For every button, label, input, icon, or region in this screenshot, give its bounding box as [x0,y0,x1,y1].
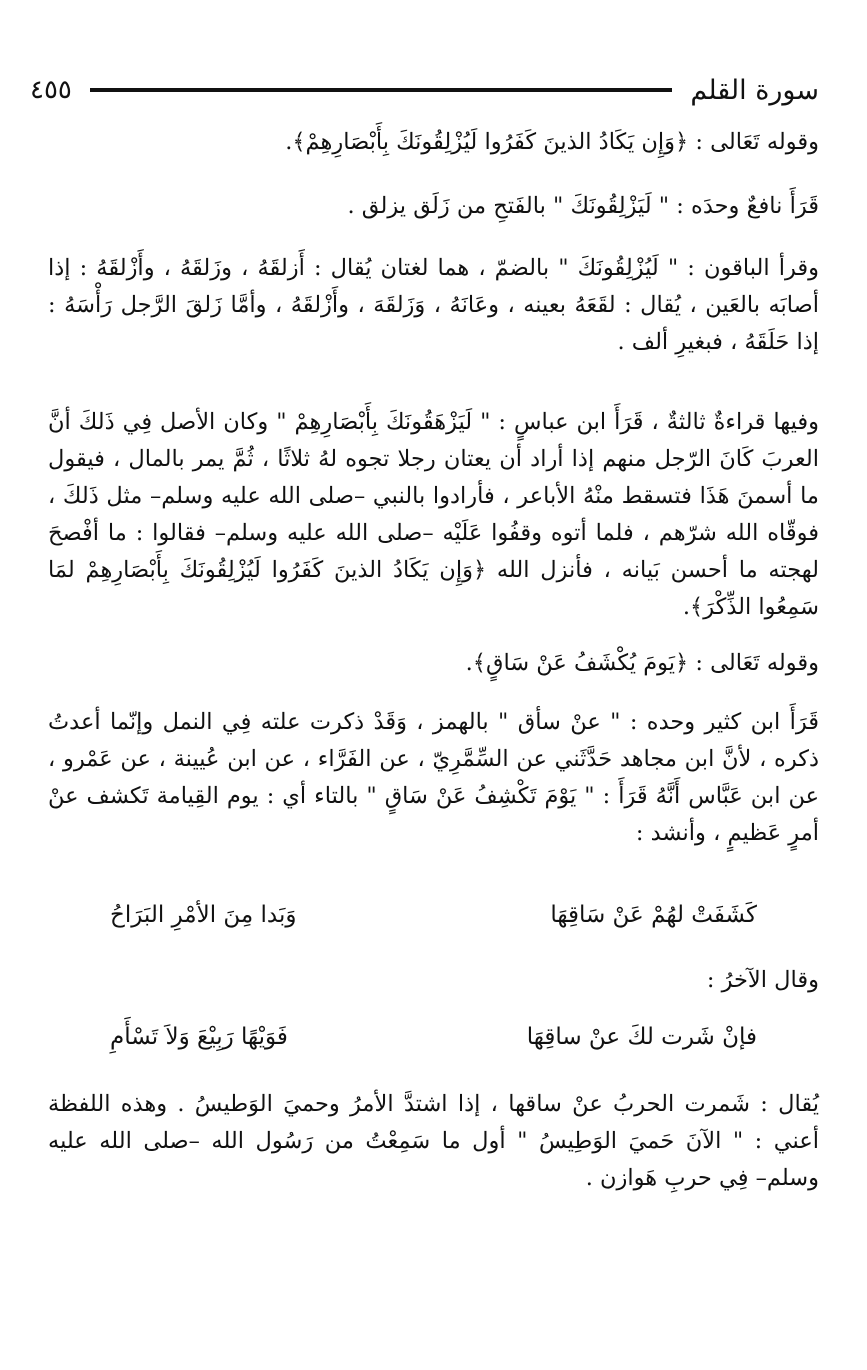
page-number: ٤٥٥ [30,75,72,105]
paragraph-nafi-reading: قَرَأَ نافعٌ وحدَه : " لَيَزْلِقُونَكَ " بالفَتحِ من زَلَق يزلق . [347,193,819,219]
paragraph-third-reading: وفيها قراءةٌ ثالثةٌ ، قَرَأَ ابن عباسٍ : " لَيَزْهَقُونَكَ بِأَبْصَارِهِمْ " وكان الأصل فِي ذَلكَ أنَّ العربَ كَانَ الرّجل منهم إذا أراد أن يعتان رجلا تجوه لهُ ثلاثًا ، ثُمَّ يمر بالمال ، فيقول ما أسمنَ هَذَا فتسقط منْهُ الأباعر ، فأرادوا بالنبي –صلى الله عليه وسلم– مثل ذَلكَ ، فوقّاه الله شرّهم ، فلما أتوه وقفُوا عَلَيْه –صلى الله عليه وسلم– فقالوا : ما أفْصحَ لهجته ما أحسن بَيانه ، فأنزل الله ﴿وَإِن يَكَادُ الذينَ كَفَرُوا لَيُزْلِقُونَكَ بِأَبْصَارِهِمْ لمَا سَمِعُوا الذِّكْرَ﴾. [48,409,819,620]
paragraph-ibn-kathir: قَرَأَ ابن كثير وحده : " عنْ سأق " بالهمز ، وَقَدْ ذكرت علته فِي النمل وإنّما أعدتُ ذكره ، لأنَّ ابن مجاهد حَدَّثَني عن السِّمَّرِيّ ، عن الفَرَّاء ، عن ابن عُيينة ، عن عَمْرو ، عن ابن عَبَّاس أَنَّهُ قَرَأَ : " يَوْمَ تَكْشِفُ عَنْ سَاقٍ " بالتاء أي : يوم القِيامة تَكشف عنْ أمرٍ عَظيمٍ ، وأنشد : [48,709,819,846]
header-rule [90,88,672,92]
poetry-hemistich-right: فإنْ شَرت لكَ عنْ ساقِهَا [526,1024,757,1050]
poetry-line-2 [110,1024,757,1050]
poetry-hemistich-left: فَوَيْهًا رَبِيْعَ وَلاَ تَسْأَمِ [110,1024,288,1050]
poetry-hemistich-right: كَشَفَتْ لهُمْ عَنْ سَاقِهَا [550,902,757,928]
paragraph-another-said: وقال الآخرُ : [706,967,819,993]
paragraph-saq-verse: وقوله تَعَالى : ﴿يَومَ يُكْشَفُ عَنْ سَاقٍ﴾. [465,650,819,676]
paragraph-other-readers: وقرأ الباقون : " لَيُزْلِقُونَكَ " بالضمّ ، هما لغتان يُقال : أَزلقَهُ ، وزَلقَهُ ، وأَزْلقَهُ : إذا أصابَه بالعَين ، يُقال : لقَعَهُ بعينه ، وعَانَهُ ، وَزَلقَهَ ، وأَزْلقَهُ ، وأمَّا زَلقَ الرَّجل رَأْسَهُ : إذا حَلَقَهُ ، فبغيرِ ألف . [48,255,819,355]
poetry-hemistich-left: وَبَدا مِنَ الأمْرِ البَرَاحُ [110,902,297,928]
paragraph-war-saying: يُقال : شَمرت الحربُ عنْ ساقها ، إذا اشتدَّ الأمرُ وحميَ الوَطيسُ . وهذه اللفظة أعني : " الآنَ حَميَ الوَطِيسُ " أول ما سَمِعْتُ من رَسُول الله –صلى الله عليه وسلم– فِي حربِ هَوازن . [48,1091,819,1191]
surah-title: سورة القلم [690,74,819,106]
poetry-line-1 [110,902,757,928]
page-header [30,68,819,112]
paragraph-verse-quote: وقوله تَعَالى : ﴿وَإِن يَكَادُ الذينَ كَفَرُوا لَيُزْلِقُونَكَ بِأَبْصَارِهِمْ﴾. [285,129,819,155]
